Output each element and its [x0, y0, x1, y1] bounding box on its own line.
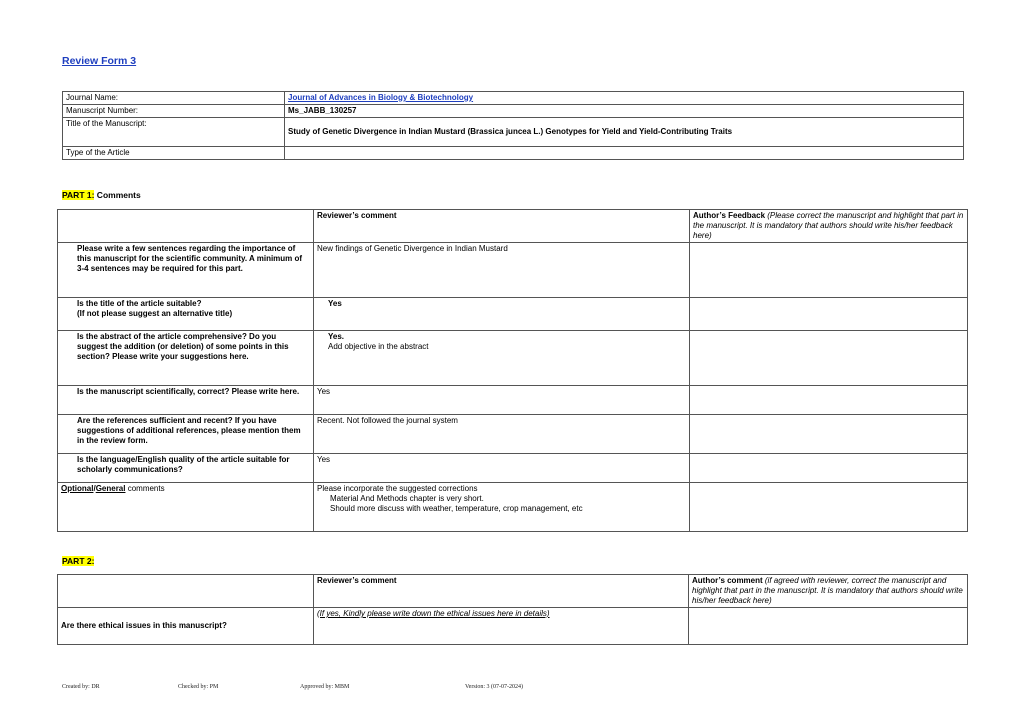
author-feedback[interactable] — [690, 243, 968, 298]
reviewer-comment[interactable] — [314, 331, 690, 386]
manuscript-number-value: Ms_JABB_130257 — [285, 105, 964, 118]
question-text: Is the manuscript scientifically, correct? Please write here. — [58, 386, 314, 415]
part2-ethics-row — [58, 608, 968, 645]
part1-row-language — [58, 454, 968, 483]
author-feedback[interactable] — [690, 298, 968, 331]
part1-heading — [62, 190, 141, 200]
part1-reviewer-header: Reviewer’s comment — [314, 210, 690, 243]
footer-checked: Checked by: PM — [178, 684, 219, 690]
part1-label: PART 1: — [62, 190, 95, 200]
reviewer-comment-line: Yes. — [328, 332, 345, 341]
manuscript-info-table — [62, 91, 964, 160]
reviewer-comment[interactable]: Yes — [314, 298, 690, 331]
manuscript-title-row — [63, 118, 964, 147]
journal-link[interactable]: Journal of Advances in Biology & Biotechnology — [288, 93, 474, 102]
question-text: Are the references sufficient and recent? If you have suggestions of additional references, please mention them in the review form. — [58, 415, 314, 454]
reviewer-comment-line: Add objective in the abstract — [328, 342, 429, 351]
part2-label: PART 2: — [62, 556, 95, 566]
article-type-label: Type of the Article — [63, 147, 285, 160]
question-text: Please write a few sentences regarding the importance of this manuscript for the scientific community. A minimum of 3-4 sentences may be required for this part. — [58, 243, 314, 298]
part2-author-header: Author’s comment (if agreed with reviewer, correct the manuscript and highlight that part in the manuscript. It is mandatory that authors should write his/her feedback here) — [689, 575, 968, 608]
optional-comment-line: Material And Methods chapter is very short. — [330, 494, 484, 503]
author-feedback[interactable] — [690, 483, 968, 532]
question-text: Is the language/English quality of the article suitable for scholarly communications? — [58, 454, 314, 483]
footer-created: Created by: DR — [62, 684, 100, 690]
reviewer-comment[interactable]: Recent. Not followed the journal system — [314, 415, 690, 454]
part2-heading — [62, 556, 94, 566]
footer-version: Version: 3 (07-07-2024) — [465, 684, 523, 690]
part2-reviewer-header: Reviewer’s comment — [314, 575, 689, 608]
optional-comments-label: Optional/General comments — [58, 483, 314, 532]
part1-label-suffix: Comments — [94, 190, 141, 200]
footer-approved: Approved by: MBM — [300, 684, 350, 690]
part1-header-row — [58, 210, 968, 243]
part1-row-title — [58, 298, 968, 331]
optional-comment-line: Should more discuss with weather, temperature, crop management, etc — [330, 504, 583, 513]
article-type-row — [63, 147, 964, 160]
optional-comment-line: Please incorporate the suggested corrections — [317, 484, 478, 493]
manuscript-number-label: Manuscript Number: — [63, 105, 285, 118]
part1-table — [57, 209, 968, 532]
part1-row-importance — [58, 243, 968, 298]
part2-table — [57, 574, 968, 645]
ethics-question: Are there ethical issues in this manuscript? — [58, 608, 314, 645]
optional-comments-text[interactable] — [314, 483, 690, 532]
part2-header-row — [58, 575, 968, 608]
journal-row — [63, 92, 964, 105]
author-feedback[interactable] — [690, 454, 968, 483]
part1-row-scientific — [58, 386, 968, 415]
author-feedback[interactable] — [690, 331, 968, 386]
article-type-value — [285, 147, 964, 160]
ethics-author-comment[interactable] — [689, 608, 968, 645]
question-text: Is the abstract of the article comprehensive? Do you suggest the addition (or deletion) of some points in this section? Please write your suggestions here. — [58, 331, 314, 386]
reviewer-comment[interactable]: New findings of Genetic Divergence in Indian Mustard — [314, 243, 690, 298]
reviewer-comment[interactable]: Yes — [314, 386, 690, 415]
part1-row-abstract — [58, 331, 968, 386]
author-feedback[interactable] — [690, 386, 968, 415]
manuscript-number-row — [63, 105, 964, 118]
journal-label: Journal Name: — [63, 92, 285, 105]
question-text: Is the title of the article suitable? (If not please suggest an alternative title) — [58, 298, 314, 331]
author-feedback[interactable] — [690, 415, 968, 454]
manuscript-title-label: Title of the Manuscript: — [63, 118, 285, 147]
part1-row-references — [58, 415, 968, 454]
ethics-reviewer-comment[interactable]: (If yes, Kindly please write down the ethical issues here in details) — [314, 608, 689, 645]
part1-row-optional — [58, 483, 968, 532]
reviewer-comment[interactable]: Yes — [314, 454, 690, 483]
form-title: Review Form 3 — [62, 55, 137, 67]
manuscript-title-value: Study of Genetic Divergence in Indian Mustard (Brassica juncea L.) Genotypes for Yield and Yield-Contributing Traits — [285, 118, 964, 147]
part1-author-header: Author’s Feedback (Please correct the manuscript and highlight that part in the manuscript. It is mandatory that authors should write his/her feedback here) — [690, 210, 968, 243]
